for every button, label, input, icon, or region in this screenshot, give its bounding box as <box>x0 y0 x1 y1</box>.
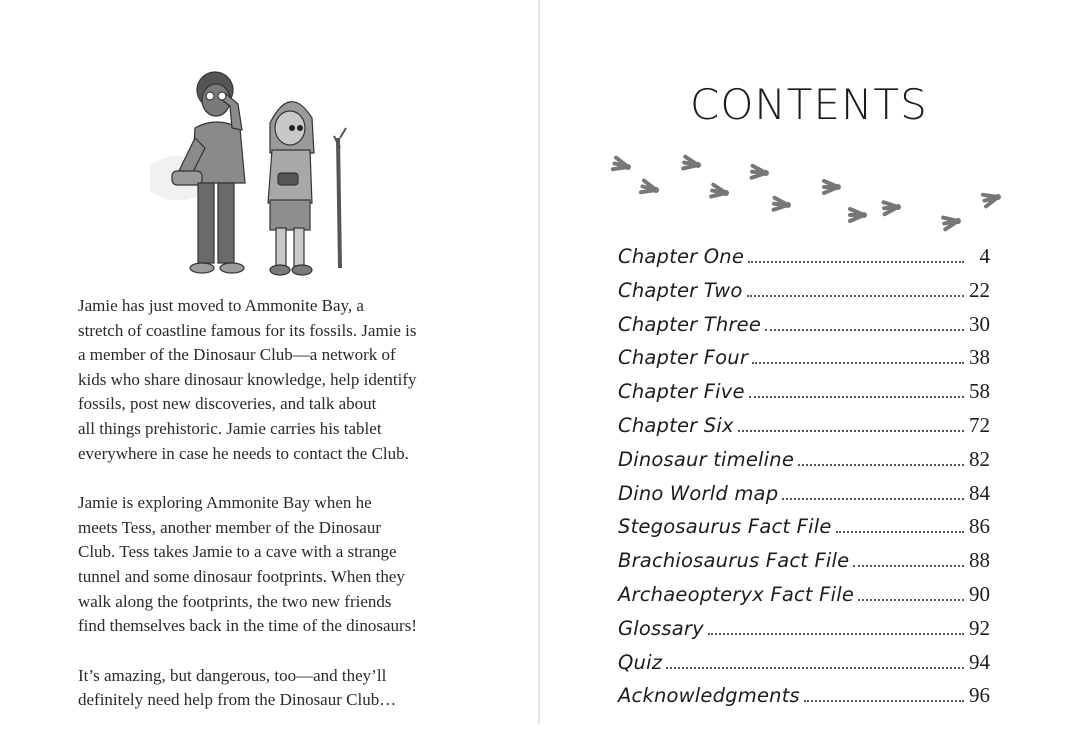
toc-entry[interactable] <box>618 244 990 278</box>
toc-entry-title: Chapter Four <box>618 346 749 370</box>
toc-entry[interactable] <box>618 481 990 515</box>
toc-entry[interactable] <box>618 582 990 616</box>
dot-leader <box>836 531 964 533</box>
toc-entry-title: Chapter Five <box>618 380 745 404</box>
dot-leader <box>666 667 964 669</box>
dinosaur-footprints-icon <box>598 145 1018 245</box>
toc-entry-page: 38 <box>969 345 990 370</box>
jamie-and-tess-illustration <box>150 28 400 288</box>
dot-leader <box>804 700 964 702</box>
toc-entry[interactable] <box>618 683 990 717</box>
dot-leader <box>858 599 964 601</box>
blurb-paragraph: Jamie is exploring Ammonite Bay when he meets Tess, another member of the Dinosaur Club. Tess takes Jamie to a cave with a strange tunnel and some dinosaur footprints. When they walk along the footprints, the two new friends find themselves back in the time of the dinosaurs! <box>78 493 417 636</box>
toc-entry-title: Dino World map <box>618 481 779 505</box>
toc-entry-page: 72 <box>969 412 990 437</box>
dot-leader <box>798 464 964 466</box>
contents-heading: CONTENTS <box>690 80 928 129</box>
toc-entry[interactable] <box>618 379 990 413</box>
toc-entry-title: Stegosaurus Fact File <box>618 515 832 539</box>
toc-entry-title: Archaeopteryx Fact File <box>618 582 855 606</box>
toc-entry-page: 82 <box>969 446 990 471</box>
toc-entry-page: 22 <box>969 277 990 302</box>
toc-entry-page: 88 <box>969 548 990 573</box>
toc-entry-title: Chapter Six <box>618 413 734 437</box>
toc-entry-page: 94 <box>969 649 990 674</box>
toc-entry-page: 30 <box>969 311 990 336</box>
toc-entry-title: Chapter Three <box>618 312 762 336</box>
toc-entry[interactable] <box>618 548 990 582</box>
left-page <box>0 0 538 724</box>
toc-entry-page: 84 <box>969 480 990 505</box>
toc-entry[interactable] <box>618 413 990 447</box>
toc-entry-page: 86 <box>969 514 990 539</box>
toc-entry-title: Brachiosaurus Fact File <box>618 549 850 573</box>
toc-entry[interactable] <box>618 312 990 346</box>
toc-entry[interactable] <box>618 514 990 548</box>
toc-entry-page: 90 <box>969 581 990 606</box>
blurb-paragraph: It’s amazing, but dangerous, too—and they’ll definitely need help from the Dinosaur Club… <box>78 665 397 710</box>
table-of-contents <box>618 244 990 717</box>
dot-leader <box>738 430 964 432</box>
toc-entry-title: Acknowledgments <box>618 684 800 708</box>
toc-entry-page: 4 <box>979 244 990 268</box>
dot-leader <box>708 633 964 635</box>
dot-leader <box>752 362 964 364</box>
toc-entry-title: Glossary <box>618 616 704 640</box>
toc-entry-page: 96 <box>969 683 990 708</box>
toc-entry-page: 58 <box>969 379 990 404</box>
toc-entry[interactable] <box>618 345 990 379</box>
book-blurb <box>78 294 488 738</box>
toc-entry-title: Chapter Two <box>618 278 743 302</box>
toc-entry-title: Chapter One <box>618 245 745 268</box>
dot-leader <box>749 396 964 398</box>
toc-entry-page: 92 <box>969 615 990 640</box>
toc-entry-title: Quiz <box>618 650 663 674</box>
dot-leader <box>765 329 964 331</box>
dot-leader <box>782 498 964 500</box>
blurb-paragraph: Jamie has just moved to Ammonite Bay, a stretch of coastline famous for its fossils. Jamie is a member of the Dinosaur Club—a network of kids who share dinosaur knowledge, help identify fossils, post new discoveries, and talk about all things prehistoric. Jamie carries his tablet everywhere in case he needs to contact the Club. <box>78 296 417 463</box>
toc-entry[interactable] <box>618 616 990 650</box>
toc-entry[interactable] <box>618 278 990 312</box>
dot-leader <box>853 565 964 567</box>
toc-entry[interactable] <box>618 447 990 481</box>
dot-leader <box>748 261 964 263</box>
toc-entry[interactable] <box>618 650 990 684</box>
toc-entry-title: Dinosaur timeline <box>618 447 795 471</box>
dot-leader <box>747 295 964 297</box>
